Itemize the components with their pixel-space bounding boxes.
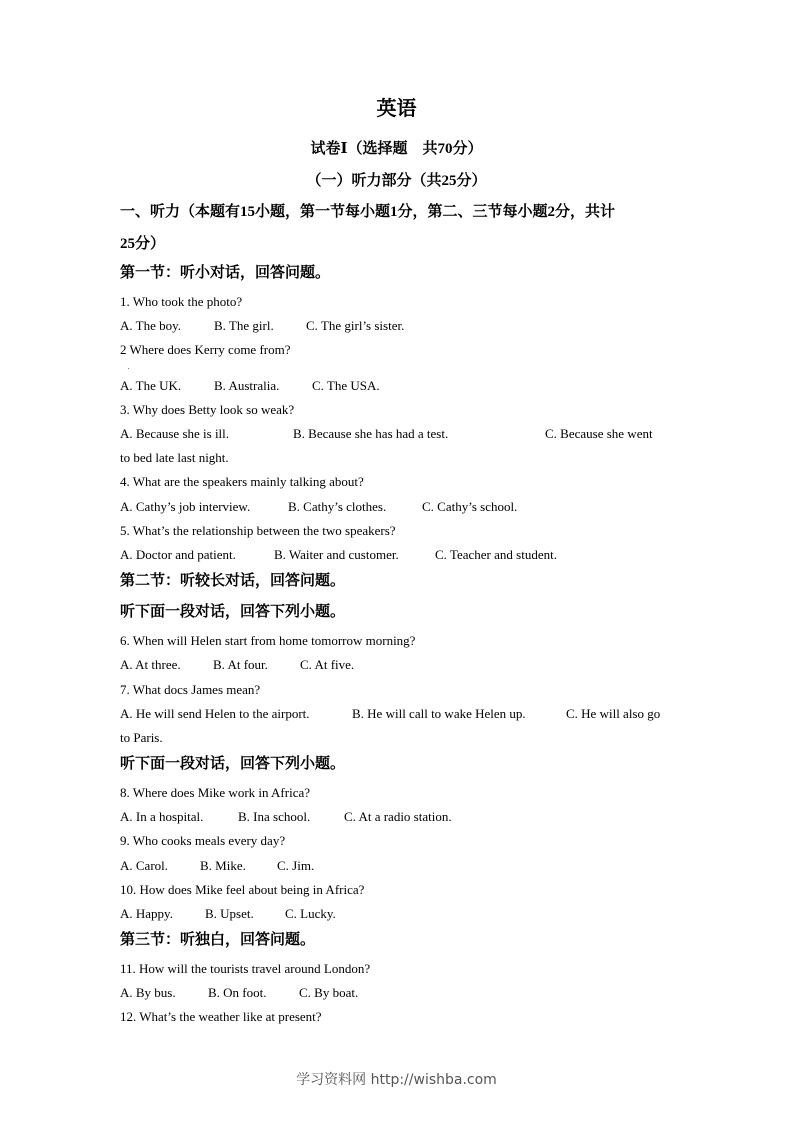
question-4-option-b: B. Cathy’s clothes. bbox=[288, 499, 387, 514]
question-3: 3. Why does Betty look so weak? bbox=[120, 402, 295, 417]
section-2-heading: 第二节：听较长对话，回答问题。 bbox=[120, 573, 346, 589]
question-9-option-c: C. Jim. bbox=[277, 858, 315, 873]
question-9-option-a: A. Carol. bbox=[120, 858, 169, 873]
question-7-option-b: B. He will call to wake Helen up. bbox=[352, 706, 526, 721]
question-10-option-c: C. Lucky. bbox=[285, 906, 336, 921]
question-8-option-b: B. Ina school. bbox=[238, 809, 311, 824]
question-2-option-b: B. Australia. bbox=[214, 378, 280, 393]
question-2-option-c: C. The USA. bbox=[312, 378, 380, 393]
question-12: 12. What’s the weather like at present? bbox=[120, 1009, 322, 1024]
question-9: 9. Who cooks meals every day? bbox=[120, 833, 286, 848]
part-heading: （一）听力部分（共25分） bbox=[306, 173, 487, 189]
question-1-option-b: B. The girl. bbox=[214, 318, 274, 333]
question-5-option-b: B. Waiter and customer. bbox=[274, 547, 399, 562]
question-8: 8. Where does Mike work in Africa? bbox=[120, 785, 311, 800]
question-5-option-a: A. Doctor and patient. bbox=[120, 547, 236, 562]
question-6: 6. When will Helen start from home tomorrow morning? bbox=[120, 633, 416, 648]
instruction-2: 听下面一段对话，回答下列小题。 bbox=[120, 756, 346, 772]
question-6-option-a: A. At three. bbox=[120, 657, 181, 672]
stray-mark bbox=[128, 368, 129, 369]
question-7-option-c-continued: to Paris. bbox=[120, 730, 163, 745]
section-heading: 一、听力（本题有15小题，第一节每小题1分，第二、三节每小题2分，共计 bbox=[120, 204, 616, 220]
question-6-option-c: C. At five. bbox=[300, 657, 355, 672]
question-11-option-c: C. By boat. bbox=[299, 985, 359, 1000]
question-1: 1. Who took the photo? bbox=[120, 294, 243, 309]
question-10: 10. How does Mike feel about being in Africa? bbox=[120, 882, 365, 897]
question-3-option-c: C. Because she went bbox=[545, 426, 653, 441]
question-2: 2 Where does Kerry come from? bbox=[120, 342, 291, 357]
page-title: 英语 bbox=[376, 98, 417, 120]
question-10-option-a: A. Happy. bbox=[120, 906, 173, 921]
question-3-option-c-continued: to bed late last night. bbox=[120, 450, 229, 465]
section-1-heading: 第一节：听小对话，回答问题。 bbox=[120, 265, 331, 281]
paper-subtitle: 试卷Ⅰ（选择题 共70分） bbox=[310, 141, 483, 157]
section-3-heading: 第三节：听独白，回答问题。 bbox=[120, 932, 316, 948]
question-1-option-a: A. The boy. bbox=[120, 318, 182, 333]
question-3-option-b: B. Because she has had a test. bbox=[293, 426, 449, 441]
question-9-option-b: B. Mike. bbox=[200, 858, 246, 873]
question-2-option-a: A. The UK. bbox=[120, 378, 182, 393]
question-1-option-c: C. The girl’s sister. bbox=[306, 318, 405, 333]
question-5: 5. What’s the relationship between the two speakers? bbox=[120, 523, 396, 538]
instruction-1: 听下面一段对话，回答下列小题。 bbox=[120, 604, 346, 620]
section-heading-continued: 25分） bbox=[120, 236, 166, 252]
question-6-option-b: B. At four. bbox=[213, 657, 268, 672]
question-7-option-c: C. He will also go bbox=[566, 706, 661, 721]
footer-watermark: 学习资料网 http://wishba.com bbox=[296, 1072, 497, 1088]
question-4-option-a: A. Cathy’s job interview. bbox=[120, 499, 251, 514]
question-11-option-a: A. By bus. bbox=[120, 985, 176, 1000]
question-11: 11. How will the tourists travel around London? bbox=[120, 961, 371, 976]
question-7-option-a: A. He will send Helen to the airport. bbox=[120, 706, 310, 721]
question-4-option-c: C. Cathy’s school. bbox=[422, 499, 518, 514]
question-8-option-c: C. At a radio station. bbox=[344, 809, 452, 824]
question-3-option-a: A. Because she is ill. bbox=[120, 426, 230, 441]
question-10-option-b: B. Upset. bbox=[205, 906, 254, 921]
question-5-option-c: C. Teacher and student. bbox=[435, 547, 557, 562]
question-7: 7. What docs James mean? bbox=[120, 682, 261, 697]
question-11-option-b: B. On foot. bbox=[208, 985, 267, 1000]
question-8-option-a: A. In a hospital. bbox=[120, 809, 204, 824]
question-4: 4. What are the speakers mainly talking about? bbox=[120, 474, 364, 489]
